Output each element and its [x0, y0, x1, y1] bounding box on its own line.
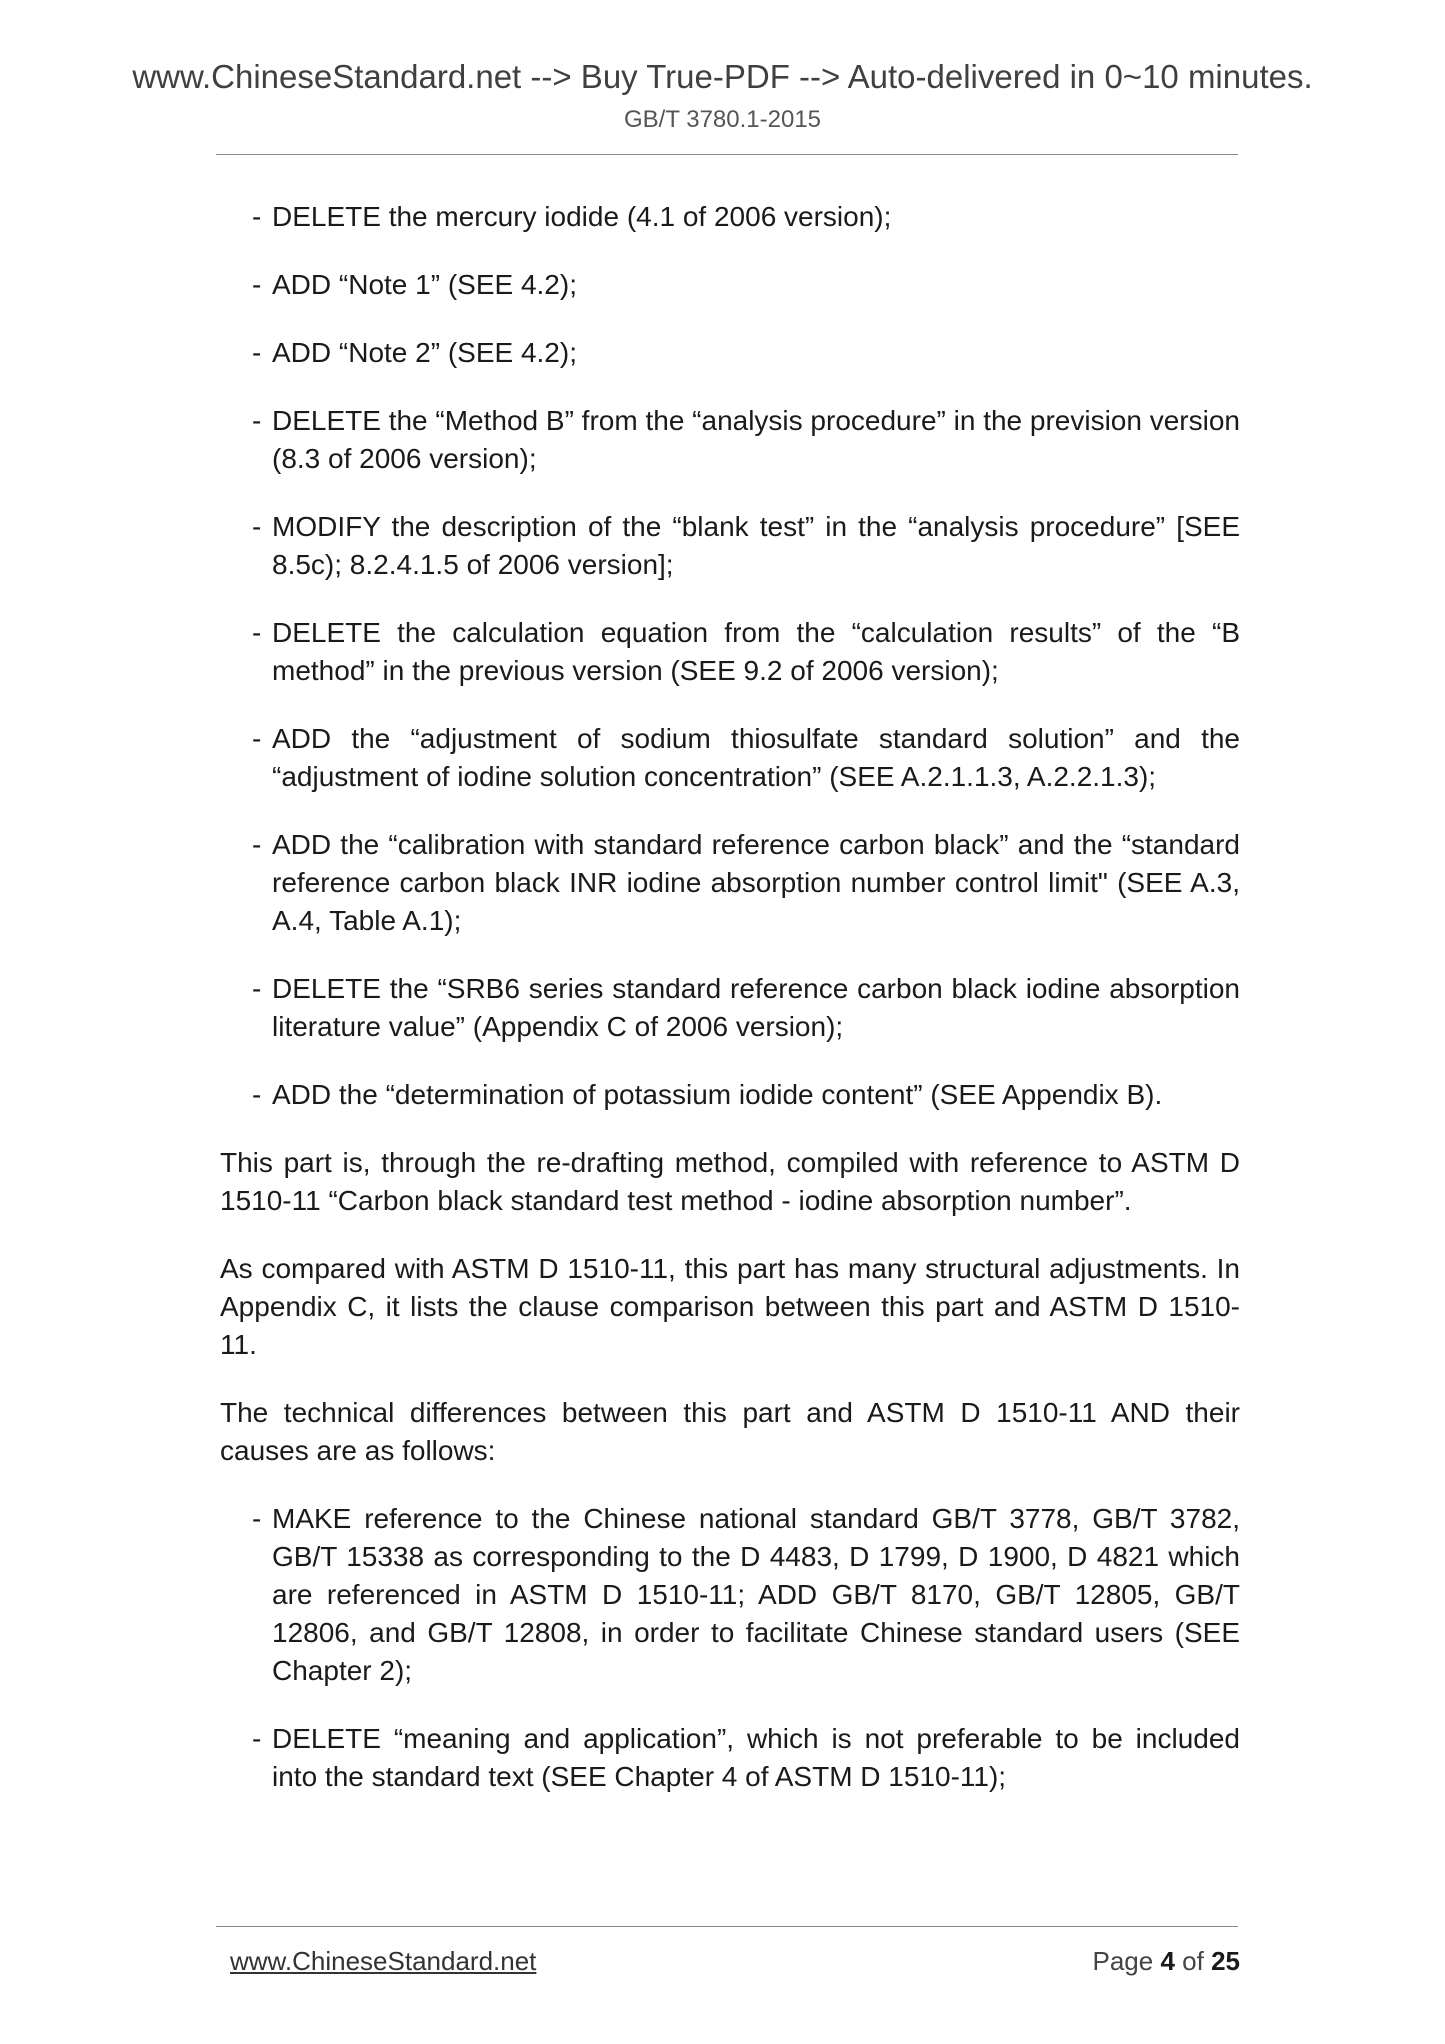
- list-item: [220, 402, 1240, 478]
- page-of: of: [1182, 1946, 1204, 1976]
- list-item-text: DELETE “meaning and application”, which is not preferable to be included into the standard text (SEE Chapter 4 of ASTM D 1510-11);: [272, 1723, 1240, 1792]
- list-item: [220, 334, 1240, 372]
- list-item: [220, 614, 1240, 690]
- dash-bullet: -: [252, 973, 262, 1004]
- header-banner: www.ChineseStandard.net --> Buy True-PDF --> Auto-delivered in 0~10 minutes.: [132, 58, 1313, 95]
- document-body: [220, 198, 1240, 1826]
- page-number: [1092, 1946, 1240, 1977]
- page-total: 25: [1211, 1946, 1240, 1976]
- list-item: [220, 508, 1240, 584]
- dash-bullet: -: [252, 1079, 262, 1110]
- dash-bullet: -: [252, 201, 262, 232]
- header-divider: [216, 154, 1238, 155]
- list-item-text: DELETE the “Method B” from the “analysis procedure” in the prevision version (8.3 of 2006 version);: [272, 405, 1240, 474]
- list-item-text: DELETE the calculation equation from the “calculation results” of the “B method” in the previous version (SEE 9.2 of 2006 version);: [272, 617, 1240, 686]
- list-item: [220, 720, 1240, 796]
- list-item: [220, 1720, 1240, 1796]
- dash-bullet: -: [252, 617, 262, 648]
- page-label: Page: [1092, 1946, 1154, 1976]
- list-item-text: MAKE reference to the Chinese national standard GB/T 3778, GB/T 3782, GB/T 15338 as corresponding to the D 4483, D 1799, D 1900, D 4821 which are referenced in ASTM D 1510-11; ADD GB/T 8170, GB/T 12805, GB/T 12806, and GB/T 12808, in order to facilitate Chinese standard users (SEE Chapter 2);: [272, 1503, 1240, 1686]
- dash-bullet: -: [252, 269, 262, 300]
- list-item-text: ADD the “calibration with standard reference carbon black” and the “standard reference carbon black INR iodine absorption number control limit" (SEE A.3, A.4, Table A.1);: [272, 829, 1240, 936]
- list-item: [220, 198, 1240, 236]
- list-item-text: MODIFY the description of the “blank test” in the “analysis procedure” [SEE 8.5c); 8.2.4.1.5 of 2006 version];: [272, 511, 1240, 580]
- dash-bullet: -: [252, 829, 262, 860]
- dash-bullet: -: [252, 337, 262, 368]
- list-item: [220, 1076, 1240, 1114]
- footer-divider: [216, 1926, 1238, 1927]
- list-item: [220, 1500, 1240, 1690]
- footer-website-link[interactable]: www.ChineseStandard.net: [230, 1946, 537, 1976]
- list-item-text: ADD “Note 2” (SEE 4.2);: [272, 337, 577, 368]
- list-item: [220, 266, 1240, 304]
- dash-bullet: -: [252, 511, 262, 542]
- page-current: 4: [1160, 1946, 1175, 1976]
- dash-bullet: -: [252, 405, 262, 436]
- dash-bullet: -: [252, 723, 262, 754]
- list-item-text: ADD the “determination of potassium iodide content” (SEE Appendix B).: [272, 1079, 1163, 1110]
- list-item: [220, 826, 1240, 940]
- standard-number: GB/T 3780.1-2015: [623, 106, 822, 133]
- dash-bullet: -: [252, 1723, 262, 1754]
- list-item-text: DELETE the mercury iodide (4.1 of 2006 version);: [272, 201, 892, 232]
- body-paragraph: As compared with ASTM D 1510-11, this part has many structural adjustments. In Appendix C, it lists the clause comparison between this part and ASTM D 1510-11.: [220, 1253, 1240, 1360]
- body-paragraph: The technical differences between this part and ASTM D 1510-11 AND their causes are as follows:: [220, 1397, 1240, 1466]
- list-item: [220, 970, 1240, 1046]
- list-item-text: DELETE the “SRB6 series standard reference carbon black iodine absorption literature value” (Appendix C of 2006 version);: [272, 973, 1240, 1042]
- list-item-text: ADD “Note 1” (SEE 4.2);: [272, 269, 577, 300]
- dash-bullet: -: [252, 1503, 262, 1534]
- list-item-text: ADD the “adjustment of sodium thiosulfate standard solution” and the “adjustment of iodine solution concentration” (SEE A.2.1.1.3, A.2.2.1.3);: [272, 723, 1240, 792]
- body-paragraph: This part is, through the re-drafting method, compiled with reference to ASTM D 1510-11 “Carbon black standard test method - iodine absorption number”.: [220, 1147, 1240, 1216]
